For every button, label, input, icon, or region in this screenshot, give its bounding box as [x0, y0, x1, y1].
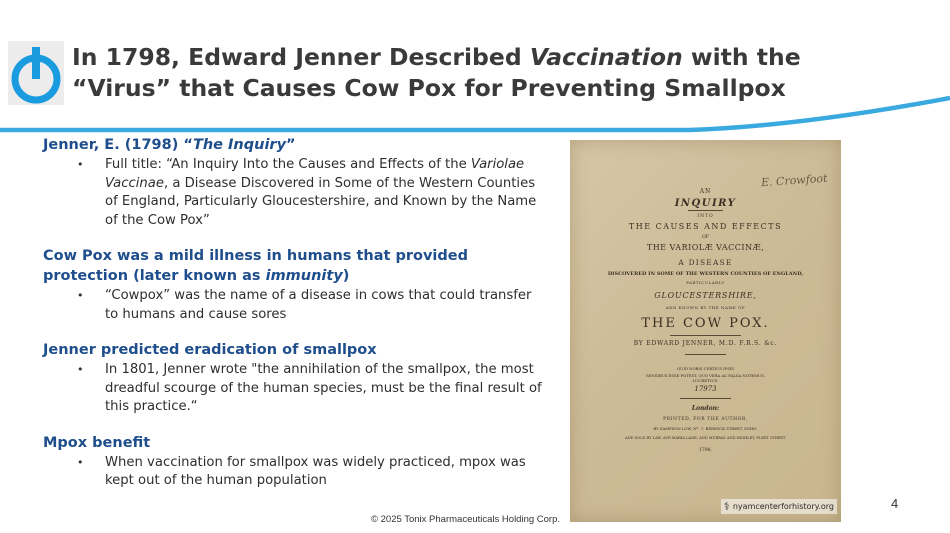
page-text: BY EDWARD JENNER, M.D. F.R.S. &c. — [633, 340, 778, 347]
page-text: LUCRETIUS. — [692, 378, 719, 383]
copyright-footer: © 2025 Tonix Pharmaceuticals Holding Corp. — [371, 514, 561, 525]
section-heading: Jenner predicted eradication of smallpox — [43, 342, 377, 358]
page-text: SENSIBUS ESSE POTEST, QUO VERA AC FALSA NOTEMUS. — [646, 373, 765, 378]
slide-title: In 1798, Edward Jenner Described Vaccination with the “Virus” that Causes Cow Pox for Preventing Smallpox — [72, 43, 801, 102]
bullet-item: • When vaccination for smallpox was widely practiced, mpox was kept out of the human population — [77, 454, 526, 488]
handwritten-signature: E. Crowfoot — [760, 171, 828, 190]
page-text: GLOUCESTERSHIRE, — [654, 291, 757, 300]
image-credit: ⚕ nyamcenterforhistory.org — [721, 499, 837, 514]
page-text: 1798. — [699, 448, 712, 453]
page-text: London: — [691, 405, 720, 412]
title-divider — [0, 96, 950, 136]
page-text: THE COW POX. — [641, 316, 770, 331]
slide-content — [43, 135, 543, 507]
section-eradication — [43, 340, 543, 417]
page-text: AND SOLD BY LAW, AVE-MARIA LANE; AND MURRAY AND HIGHLEY, FLEET STREET. — [625, 436, 786, 440]
page-text: AN — [699, 188, 712, 195]
page-text: PARTICULARLY — [686, 280, 725, 285]
bullet-item: • In 1801, Jenner wrote "the annihilation of the smallpox, the most dreadful scourge of the human species, must be the final result of this practice.“ — [77, 362, 542, 414]
page-text: THE VARIOLÆ VACCINÆ, — [646, 243, 765, 252]
page-text: QUID NOBIS CERTIUS IPSIS — [677, 366, 734, 371]
page-text: OF — [702, 235, 709, 240]
page-text: 17973 — [694, 385, 717, 393]
section-inquiry — [43, 135, 543, 230]
page-text: A DISEASE — [678, 258, 733, 267]
page-text: DISCOVERED IN SOME OF THE WESTERN COUNTIES OF ENGLAND, — [607, 271, 804, 277]
section-cowpox — [43, 246, 543, 324]
section-heading: Jenner, E. (1798) “The Inquiry” — [43, 137, 296, 153]
page-text: AND KNOWN BY THE NAME OF — [665, 305, 746, 310]
bullet-item: • Full title: “An Inquiry Into the Causes and Effects of the Variolae Vaccinae, a Disease Discovered in Some of the Western Counties of England, Particularly Gloucestershire, and Known by the Name of the Cow Pox” — [77, 157, 537, 228]
caduceus-icon: ⚕ — [723, 500, 730, 513]
inquiry-title-page-image — [570, 140, 841, 522]
bullet-item: • “Cowpox” was the name of a disease in cows that could transfer to humans and cause sores — [77, 288, 532, 322]
page-text: BY SAMPSON LOW, Nº. 7, BERWICK STREET, SOHO: — [653, 426, 758, 431]
page-number: 4 — [891, 496, 899, 511]
page-text: PRINTED, FOR THE AUTHOR, — [663, 417, 748, 422]
page-text: INQUIRY — [674, 198, 737, 209]
page-text: THE CAUSES AND EFFECTS — [628, 222, 783, 231]
section-heading: Cow Pox was a mild illness in humans that provided protection (later known as immunity) — [43, 248, 468, 284]
section-heading: Mpox benefit — [43, 434, 151, 451]
section-mpox — [43, 433, 543, 491]
page-text: INTO — [697, 214, 714, 219]
